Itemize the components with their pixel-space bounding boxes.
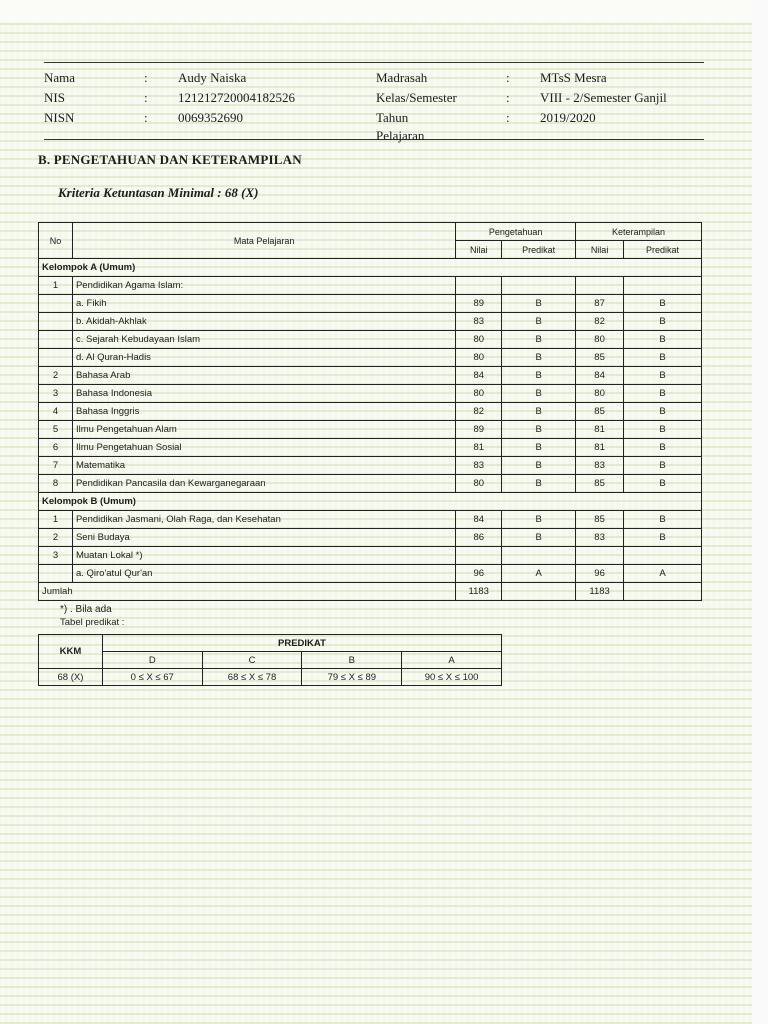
row-predikat-keterampilan: B <box>624 511 702 529</box>
total-row <box>39 583 702 601</box>
row-subject: a. Fikih <box>72 295 455 313</box>
group-row-b <box>39 493 702 511</box>
row-predikat-keterampilan: B <box>624 349 702 367</box>
row-predikat-keterampilan: B <box>624 367 702 385</box>
range-a: 90 ≤ X ≤ 100 <box>402 669 502 686</box>
row-predikat-keterampilan: B <box>624 457 702 475</box>
head-predikat-k: Predikat <box>624 241 702 259</box>
grade-b: B <box>302 652 402 669</box>
head-nilai-p: Nilai <box>456 241 502 259</box>
value-nisn: 0069352690 <box>178 110 243 125</box>
row-subject: Bahasa Inggris <box>72 403 455 421</box>
predikat-kkm-head: KKM <box>39 635 103 669</box>
student-info-header: Nama : Audy Naiska Madrasah : MTsS Mesra NIS : 121212720004182526 Kelas/Semester : VIII - 2/Semester Ganjil NISN : 0069352690 Tahun Pelajaran : 2019/2020 <box>44 62 704 140</box>
label-kelas: Kelas/Semester <box>376 90 457 105</box>
scan-top-margin <box>0 0 752 22</box>
row-no: 1 <box>39 277 73 295</box>
row-subject: Pendidikan Agama Islam: <box>72 277 455 295</box>
range-c: 68 ≤ X ≤ 78 <box>202 669 302 686</box>
row-nilai-pengetahuan: 86 <box>456 529 502 547</box>
table-row <box>39 367 702 385</box>
table-row <box>39 511 702 529</box>
table-row <box>39 421 702 439</box>
table-row <box>39 349 702 367</box>
row-predikat-pengetahuan <box>502 547 576 565</box>
note-tabel-predikat: Tabel predikat : <box>60 617 125 628</box>
row-nilai-pengetahuan: 82 <box>456 403 502 421</box>
range-b: 79 ≤ X ≤ 89 <box>302 669 402 686</box>
row-no: 3 <box>39 547 73 565</box>
row-subject: b. Akidah-Akhlak <box>72 313 455 331</box>
row-nilai-pengetahuan: 80 <box>456 331 502 349</box>
row-no: 1 <box>39 511 73 529</box>
row-predikat-keterampilan <box>624 547 702 565</box>
row-no: 6 <box>39 439 73 457</box>
row-predikat-keterampilan: B <box>624 331 702 349</box>
value-nis: 121212720004182526 <box>178 90 295 105</box>
row-predikat-keterampilan: B <box>624 475 702 493</box>
row-nilai-keterampilan: 85 <box>576 403 624 421</box>
row-predikat-pengetahuan: B <box>502 421 576 439</box>
row-predikat-pengetahuan: B <box>502 349 576 367</box>
table-row <box>39 547 702 565</box>
predikat-head: PREDIKAT <box>102 635 501 652</box>
row-nilai-keterampilan: 80 <box>576 385 624 403</box>
row-subject: Pendidikan Jasmani, Olah Raga, dan Kesehatan <box>72 511 455 529</box>
row-predikat-pengetahuan: B <box>502 529 576 547</box>
row-nilai-keterampilan: 83 <box>576 457 624 475</box>
group-row-a <box>39 259 702 277</box>
row-predikat-pengetahuan: B <box>502 457 576 475</box>
head-subject: Mata Pelajaran <box>72 223 455 259</box>
row-no: 3 <box>39 385 73 403</box>
row-nilai-keterampilan: 80 <box>576 331 624 349</box>
row-no: 2 <box>39 529 73 547</box>
table-row <box>39 457 702 475</box>
row-no <box>39 313 73 331</box>
row-predikat-keterampilan: B <box>624 439 702 457</box>
table-row <box>39 385 702 403</box>
row-nilai-keterampilan: 96 <box>576 565 624 583</box>
row-nilai-keterampilan: 82 <box>576 313 624 331</box>
row-nilai-keterampilan: 85 <box>576 475 624 493</box>
row-predikat-pengetahuan: B <box>502 475 576 493</box>
label-nisn: NISN <box>44 110 75 125</box>
table-row <box>39 331 702 349</box>
row-nilai-keterampilan <box>576 547 624 565</box>
grade-c: C <box>202 652 302 669</box>
row-nilai-keterampilan: 84 <box>576 367 624 385</box>
row-nilai-pengetahuan: 96 <box>456 565 502 583</box>
row-subject: Muatan Lokal *) <box>72 547 455 565</box>
label-nis: NIS <box>44 90 65 105</box>
table-row <box>39 475 702 493</box>
row-nilai-pengetahuan: 80 <box>456 475 502 493</box>
row-no: 7 <box>39 457 73 475</box>
table-row <box>39 277 702 295</box>
row-nilai-keterampilan: 83 <box>576 529 624 547</box>
value-nama: Audy Naiska <box>178 70 247 85</box>
row-predikat-pengetahuan: B <box>502 403 576 421</box>
row-nilai-pengetahuan: 80 <box>456 385 502 403</box>
row-predikat-pengetahuan: B <box>502 367 576 385</box>
value-madrasah: MTsS Mesra <box>540 70 607 85</box>
row-predikat-pengetahuan: A <box>502 565 576 583</box>
row-subject: Seni Budaya <box>72 529 455 547</box>
table-row <box>39 403 702 421</box>
label-nama: Nama <box>44 70 76 85</box>
total-label: Jumlah <box>39 583 456 601</box>
row-nilai-keterampilan: 81 <box>576 421 624 439</box>
row-predikat-pengetahuan: B <box>502 313 576 331</box>
range-d: 0 ≤ X ≤ 67 <box>102 669 202 686</box>
row-subject: Ilmu Pengetahuan Alam <box>72 421 455 439</box>
row-predikat-keterampilan: B <box>624 529 702 547</box>
row-no: 2 <box>39 367 73 385</box>
row-predikat-keterampilan: B <box>624 421 702 439</box>
row-nilai-pengetahuan: 84 <box>456 367 502 385</box>
grades-table <box>38 222 702 601</box>
kkm-title: Kriteria Ketuntasan Minimal : 68 (X) <box>58 185 259 200</box>
row-predikat-keterampilan: B <box>624 295 702 313</box>
predikat-table <box>38 634 502 686</box>
table-row <box>39 565 702 583</box>
predikat-grade-row <box>39 652 502 669</box>
row-no: 4 <box>39 403 73 421</box>
table-row <box>39 529 702 547</box>
row-nilai-keterampilan: 81 <box>576 439 624 457</box>
row-predikat-pengetahuan: B <box>502 511 576 529</box>
head-pengetahuan: Pengetahuan <box>456 223 576 241</box>
group-label-b: Kelompok B (Umum) <box>39 493 702 511</box>
row-subject: Pendidikan Pancasila dan Kewarganegaraan <box>72 475 455 493</box>
row-subject: Matematika <box>72 457 455 475</box>
predikat-range-row <box>39 669 502 686</box>
row-nilai-keterampilan: 87 <box>576 295 624 313</box>
row-nilai-pengetahuan <box>456 277 502 295</box>
row-subject: c. Sejarah Kebudayaan Islam <box>72 331 455 349</box>
row-predikat-pengetahuan: B <box>502 439 576 457</box>
row-predikat-keterampilan: B <box>624 385 702 403</box>
row-predikat-keterampilan: B <box>624 403 702 421</box>
scan-right-margin <box>752 0 768 1024</box>
head-predikat-p: Predikat <box>502 241 576 259</box>
row-predikat-keterampilan <box>624 277 702 295</box>
row-nilai-pengetahuan: 81 <box>456 439 502 457</box>
grade-d: D <box>102 652 202 669</box>
label-tahun: Tahun Pelajaran <box>376 110 425 143</box>
row-nilai-pengetahuan: 83 <box>456 457 502 475</box>
row-predikat-keterampilan: B <box>624 313 702 331</box>
row-nilai-keterampilan: 85 <box>576 349 624 367</box>
head-keterampilan: Keterampilan <box>576 223 702 241</box>
table-row <box>39 295 702 313</box>
row-nilai-pengetahuan: 83 <box>456 313 502 331</box>
grade-a: A <box>402 652 502 669</box>
row-no: 5 <box>39 421 73 439</box>
predikat-head-row <box>39 635 502 652</box>
label-madrasah: Madrasah <box>376 70 428 85</box>
row-no <box>39 349 73 367</box>
row-subject: a. Qiro'atul Qur'an <box>72 565 455 583</box>
row-no <box>39 565 73 583</box>
row-nilai-pengetahuan: 89 <box>456 421 502 439</box>
row-no <box>39 295 73 313</box>
row-nilai-keterampilan: 85 <box>576 511 624 529</box>
value-kelas: VIII - 2/Semester Ganjil <box>540 90 667 105</box>
row-predikat-pengetahuan: B <box>502 385 576 403</box>
total-keterampilan: 1183 <box>576 583 624 601</box>
group-label-a: Kelompok A (Umum) <box>39 259 702 277</box>
section-title: B. PENGETAHUAN DAN KETERAMPILAN <box>38 152 302 167</box>
row-nilai-pengetahuan <box>456 547 502 565</box>
head-nilai-k: Nilai <box>576 241 624 259</box>
row-nilai-pengetahuan: 84 <box>456 511 502 529</box>
row-subject: Bahasa Indonesia <box>72 385 455 403</box>
head-no: No <box>39 223 73 259</box>
row-predikat-pengetahuan <box>502 277 576 295</box>
table-row <box>39 313 702 331</box>
row-nilai-keterampilan <box>576 277 624 295</box>
row-no: 8 <box>39 475 73 493</box>
row-subject: Bahasa Arab <box>72 367 455 385</box>
table-head-row <box>39 223 702 241</box>
row-predikat-pengetahuan: B <box>502 295 576 313</box>
row-predikat-pengetahuan: B <box>502 331 576 349</box>
row-subject: d. Al Quran-Hadis <box>72 349 455 367</box>
row-subject: Ilmu Pengetahuan Sosial <box>72 439 455 457</box>
kkm-value: 68 (X) <box>39 669 103 686</box>
row-no <box>39 331 73 349</box>
row-nilai-pengetahuan: 80 <box>456 349 502 367</box>
row-predikat-keterampilan: A <box>624 565 702 583</box>
note-bila-ada: *) . Bila ada <box>60 604 112 615</box>
table-row <box>39 439 702 457</box>
total-pengetahuan: 1183 <box>456 583 502 601</box>
row-nilai-pengetahuan: 89 <box>456 295 502 313</box>
value-tahun: 2019/2020 <box>540 110 596 125</box>
